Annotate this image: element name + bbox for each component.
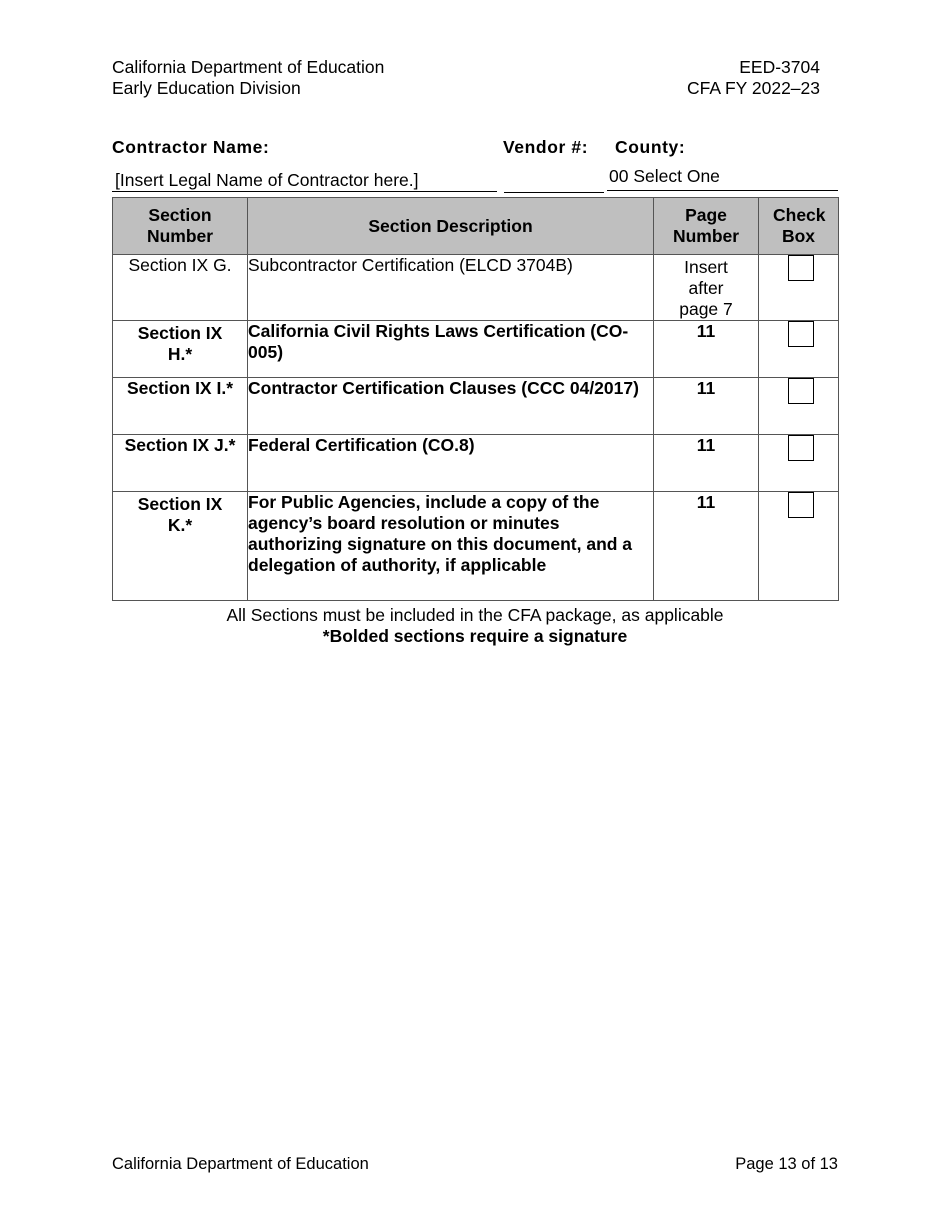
section-description: Contractor Certification Clauses (CCC 04/2017) [248, 378, 654, 435]
table-row [113, 492, 839, 601]
table-row [113, 435, 839, 492]
section-number: Section IX J.* [113, 435, 248, 492]
section-description: Federal Certification (CO.8) [248, 435, 654, 492]
vendor-number-field[interactable] [504, 170, 604, 193]
section-number: Section IX G. [113, 255, 248, 321]
footer-org: California Department of Education [112, 1155, 369, 1173]
page-number: 11 [654, 435, 759, 492]
section-number: Section IX I.* [113, 378, 248, 435]
table-row [113, 378, 839, 435]
section-number: Section IX K.* [113, 492, 248, 601]
section-description: California Civil Rights Laws Certification (CO-005) [248, 321, 654, 378]
form-id: EED-3704 [739, 57, 820, 77]
sections-table [112, 197, 839, 601]
table-row [113, 255, 839, 321]
vendor-number-label: Vendor #: [503, 137, 589, 157]
header-org [112, 57, 384, 99]
section-number: Section IX H.* [113, 321, 248, 378]
org-name: California Department of Education [112, 57, 385, 77]
checkbox[interactable] [788, 435, 814, 461]
page-number: 11 [654, 492, 759, 601]
check-cell [759, 435, 839, 492]
header-check-box: Check Box [759, 198, 839, 255]
fiscal-year: CFA FY 2022–23 [687, 78, 820, 98]
page-number: 11 [654, 321, 759, 378]
notes [112, 605, 838, 647]
applicability-note: All Sections must be included in the CFA package, as applicable [226, 605, 724, 625]
header-page-number: Page Number [654, 198, 759, 255]
section-description: For Public Agencies, include a copy of the agency’s board resolution or minutes authorizing signature on this document, and a delegation of authority, if applicable [248, 492, 654, 601]
checkbox[interactable] [788, 321, 814, 347]
header-form-info [687, 57, 820, 99]
checkbox[interactable] [788, 255, 814, 281]
header-section-number: Section Number [113, 198, 248, 255]
division-name: Early Education Division [112, 78, 301, 98]
check-cell [759, 492, 839, 601]
county-select[interactable]: 00 Select One [607, 166, 838, 191]
header-section-description: Section Description [248, 198, 654, 255]
checkbox[interactable] [788, 492, 814, 518]
check-cell [759, 378, 839, 435]
page-number: 11 [654, 378, 759, 435]
contractor-name-field[interactable]: [Insert Legal Name of Contractor here.] [112, 170, 497, 192]
checkbox[interactable] [788, 378, 814, 404]
contractor-name-label: Contractor Name: [112, 137, 270, 157]
signature-note: *Bolded sections require a signature [322, 626, 628, 646]
check-cell [759, 321, 839, 378]
page-indicator: Page 13 of 13 [735, 1155, 838, 1173]
county-label: County: [615, 137, 686, 157]
page-number: Insert after page 7 [654, 255, 759, 321]
section-description: Subcontractor Certification (ELCD 3704B) [248, 255, 654, 321]
table-row [113, 321, 839, 378]
check-cell [759, 255, 839, 321]
